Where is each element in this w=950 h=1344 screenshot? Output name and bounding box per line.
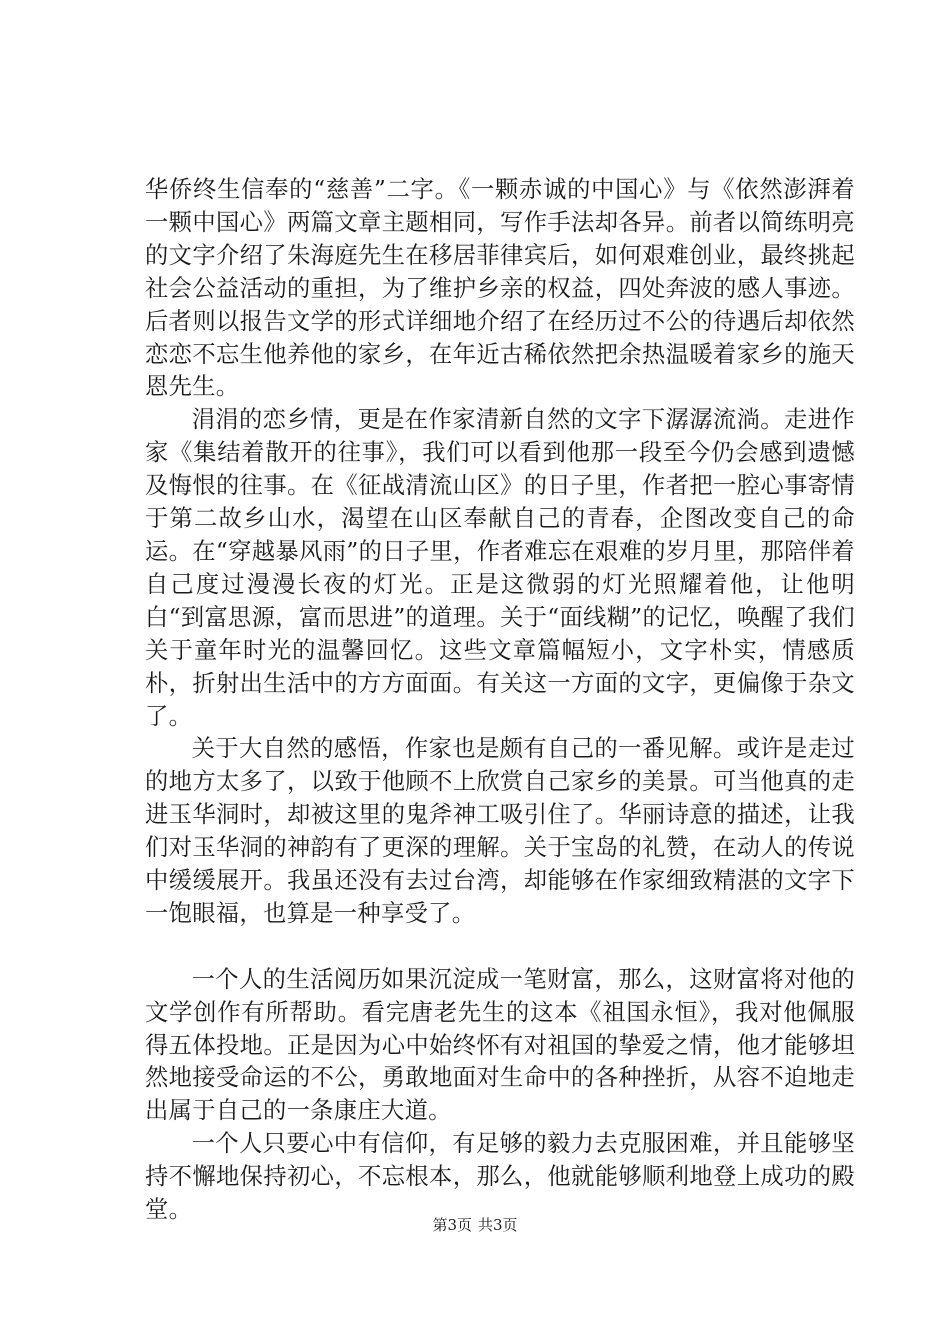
- page-number: 第3页: [432, 1216, 472, 1234]
- paragraph-spacer: [145, 931, 855, 964]
- page-total: 共3页: [478, 1216, 518, 1234]
- paragraph-homesickness: 涓涓的恋乡情，更是在作家清新自然的文字下潺潺流淌。走进作家《集结着散开的往事》，我们可以看到他那一段至今仍会感到遗憾及悔恨的往事。在《征战清流山区》的日子里，作者把一腔心事寄情于第二故乡山水，渴望在山区奉献自己的青春，企图改变自己的命运。在“穿越暴风雨”的日子里，作者难忘在艰难的岁月里，那陪伴着自己度过漫漫长夜的灯光。正是这微弱的灯光照耀着他，让他明白“到富思源，富而思进”的道理。关于“面线糊”的记忆，唤醒了我们关于童年时光的温馨回忆。这些文章篇幅短小，文字朴实，情感质朴，折射出生活中的方方面面。有关这一方面的文字，更偏像于杂文了。: [145, 406, 855, 730]
- document-body: [145, 174, 855, 1227]
- page-footer: [0, 1214, 950, 1235]
- paragraph-nature: 关于大自然的感悟，作家也是颇有自己的一番见解。或许是走过的地方太多了，以致于他顾不上欣赏自己家乡的美景。可当他真的走进玉华洞时，却被这里的鬼斧神工吸引住了。华丽诗意的描述，让我们对玉华洞的神韵有了更深的理解。关于宝岛的礼赞，在动人的传说中缓缓展开。我虽还没有去过台湾，却能够在作家细致精湛的文字下一饱眼福，也算是一种享受了。: [145, 735, 855, 927]
- paragraph-conclusion: 一个人只要心中有信仰，有足够的毅力去克服困难，并且能够坚持不懈地保持初心，不忘根本，那么，他就能够顺利地登上成功的殿堂。: [145, 1130, 855, 1224]
- paragraph-continued: 华侨终生信奉的“慈善”二字。《一颗赤诚的中国心》与《依然澎湃着一颗中国心》两篇文章主题相同，写作手法却各异。前者以简练明亮的文字介绍了朱海庭先生在移居菲律宾后，如何艰难创业，最终挑起社会公益活动的重担，为了维护乡亲的权益，四处奔波的感人事迹。后者则以报告文学的形式详细地介绍了在经历过不公的待遇后却依然恋恋不忘生他养他的家乡，在年近古稀依然把余热温暖着家乡的施天恩先生。: [145, 176, 855, 401]
- paragraph-life-experience: 一个人的生活阅历如果沉淀成一笔财富，那么，这财富将对他的文学创作有所帮助。看完唐老先生的这本《祖国永恒》，我对他佩服得五体投地。正是因为心中始终怀有对祖国的挚爱之情，他才能够坦然地接受命运的不公，勇敢地面对生命中的各种挫折，从容不迫地走出属于自己的一条康庄大道。: [145, 965, 855, 1125]
